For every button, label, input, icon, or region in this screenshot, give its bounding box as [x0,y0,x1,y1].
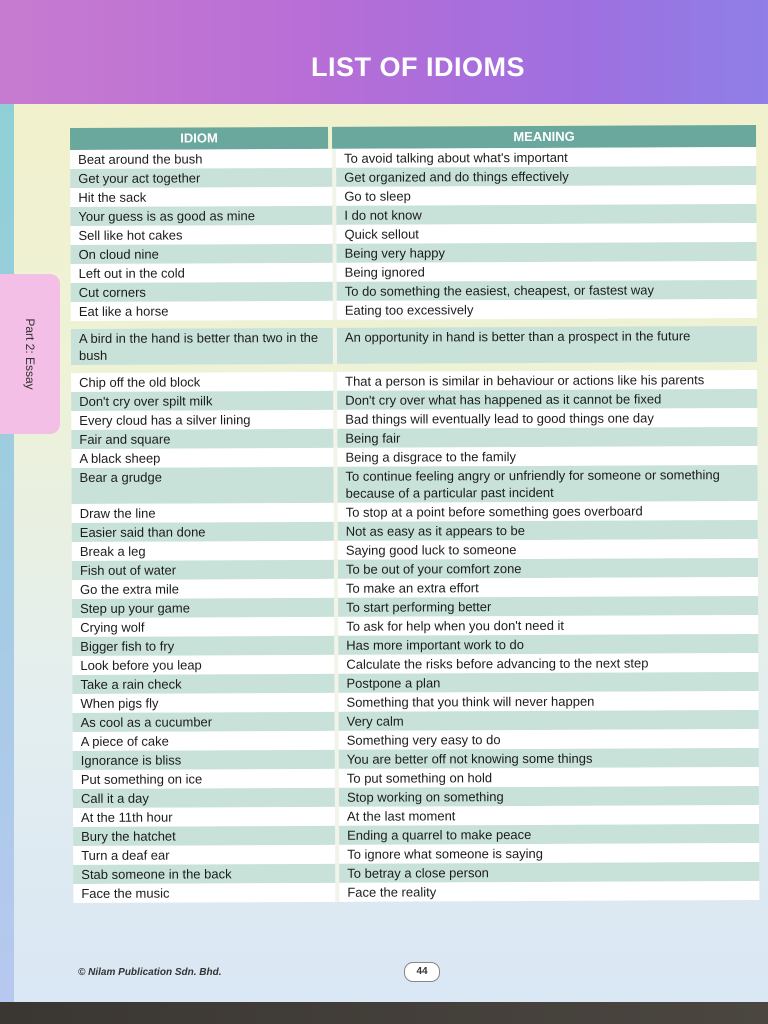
page-number: 44 [404,962,440,982]
idiom-cell: Cut corners [71,282,333,302]
idiom-cell: Fish out of water [72,560,334,580]
idiom-cell: Stab someone in the back [73,864,335,884]
idiom-cell: As cool as a cucumber [73,712,335,732]
table-row [71,326,757,365]
idiom-cell: Crying wolf [72,617,334,637]
idiom-cell: Go the extra mile [72,579,334,599]
meaning-cell: Don't cry over what has happened as it cannot be fixed [333,389,757,410]
meaning-cell: Being very happy [333,242,757,263]
meaning-cell: Being fair [333,427,757,448]
meaning-cell: To ignore what someone is saying [335,843,759,864]
idiom-table [70,125,759,903]
idiom-cell: Fair and square [71,429,333,449]
idiom-cell: Put something on ice [73,769,335,789]
table-row [73,881,759,903]
idiom-cell: Easier said than done [72,522,334,542]
meaning-cell: To make an extra effort [334,577,758,598]
meaning-cell: To stop at a point before something goes overboard [334,501,758,522]
meaning-cell: Very calm [335,710,759,731]
meaning-cell: To start performing better [334,596,758,617]
idiom-cell: A bird in the hand is better than two in the bush [71,328,333,365]
meaning-cell: Go to sleep [332,185,756,206]
idiom-cell: Ignorance is bliss [73,750,335,770]
meaning-cell: An opportunity in hand is better than a prospect in the future [333,326,757,364]
idiom-cell: A piece of cake [73,731,335,751]
meaning-cell: Eating too excessively [333,299,757,320]
meaning-cell: You are better off not knowing some things [335,748,759,769]
idiom-cell: Hit the sack [70,187,332,207]
left-accent-bar [0,104,14,1004]
meaning-cell: Ending a quarrel to make peace [335,824,759,845]
idiom-cell: Eat like a horse [71,301,333,321]
idiom-cell: Take a rain check [72,674,334,694]
meaning-cell: That a person is similar in behaviour or actions like his parents [333,370,757,391]
meaning-cell: At the last moment [335,805,759,826]
meaning-cell: To be out of your comfort zone [334,558,758,579]
copyright-notice: © Nilam Publication Sdn. Bhd. [78,967,222,978]
column-header-idiom: IDIOM [70,127,328,150]
meaning-cell: Stop working on something [335,786,759,807]
idiom-cell: Draw the line [72,503,334,523]
meaning-cell: Something that you think will never happen [334,691,758,712]
idiom-cell: On cloud nine [71,244,333,264]
idiom-cell: When pigs fly [72,693,334,713]
table-body [70,147,759,903]
idiom-cell: Look before you leap [72,655,334,675]
table-row [71,299,757,321]
meaning-cell: To betray a close person [335,862,759,883]
meaning-cell: Face the reality [335,881,759,902]
idiom-cell: Step up your game [72,598,334,618]
page-bottom-edge [0,1002,768,1024]
meaning-cell: To put something on hold [335,767,759,788]
idiom-cell: Turn a deaf ear [73,845,335,865]
idiom-cell: At the 11th hour [73,807,335,827]
meaning-cell: Quick sellout [332,223,756,244]
idiom-cell: Your guess is as good as mine [70,206,332,226]
column-header-meaning: MEANING [332,125,756,149]
meaning-cell: Being ignored [333,261,757,282]
meaning-cell: Bad things will eventually lead to good things one day [333,408,757,429]
idiom-cell: Every cloud has a silver lining [71,410,333,430]
idiom-cell: Don't cry over spilt milk [71,391,333,411]
meaning-cell: Postpone a plan [334,672,758,693]
idiom-cell: Beat around the bush [70,149,332,169]
meaning-cell: Has more important work to do [334,634,758,655]
meaning-cell: Not as easy as it appears to be [334,520,758,541]
meaning-cell: Calculate the risks before advancing to the next step [334,653,758,674]
idiom-cell: Bigger fish to fry [72,636,334,656]
idiom-cell: Call it a day [73,788,335,808]
idiom-cell: Break a leg [72,541,334,561]
idiom-cell: Left out in the cold [71,263,333,283]
idiom-cell: Bear a grudge [71,467,333,504]
idiom-cell: Face the music [73,883,335,903]
meaning-cell: To ask for help when you don't need it [334,615,758,636]
idiom-cell: Bury the hatchet [73,826,335,846]
meaning-cell: Saying good luck to someone [334,539,758,560]
page-title: LIST OF IDIOMS [311,52,525,82]
meaning-cell: To avoid talking about what's important [332,147,756,168]
meaning-cell: To continue feeling angry or unfriendly for someone or something because of a particular past incident [333,465,757,503]
idiom-cell: Chip off the old block [71,372,333,392]
table-header [70,125,756,150]
section-side-tab [0,274,60,434]
idiom-cell: A black sheep [71,448,333,468]
meaning-cell: Being a disgrace to the family [333,446,757,467]
section-side-tab-label: Part 2: Essay [23,318,37,390]
idiom-cell: Sell like hot cakes [70,225,332,245]
table-row [71,465,757,504]
meaning-cell: I do not know [332,204,756,225]
idiom-cell: Get your act together [70,168,332,188]
meaning-cell: Get organized and do things effectively [332,166,756,187]
meaning-cell: To do something the easiest, cheapest, or fastest way [333,280,757,301]
meaning-cell: Something very easy to do [335,729,759,750]
